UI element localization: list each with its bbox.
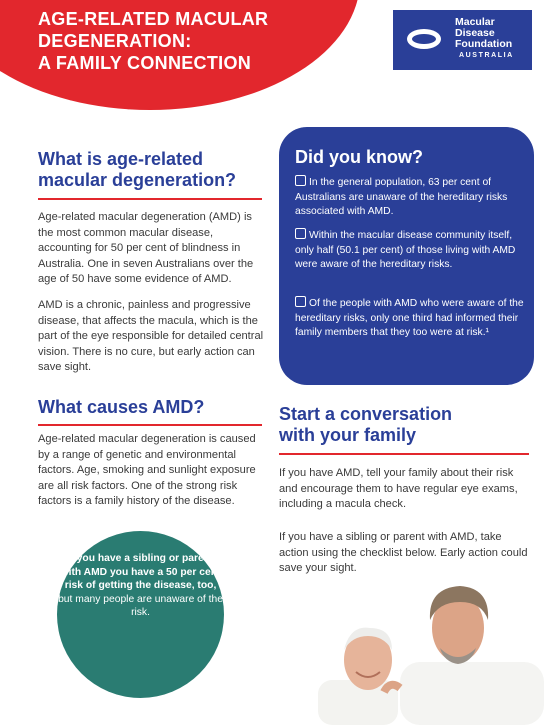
page-title-line: AGE-RELATED MACULAR [38, 9, 269, 29]
section-divider [38, 424, 262, 426]
logo-country: AUSTRALIA [459, 52, 514, 59]
what-is-amd-paragraph-2: AMD is a chronic, painless and progressive disease, that affects the macula, which is the part of the eye responsible for detailed central vision. There is no cure, but early action can save sight. [38, 299, 264, 373]
did-you-know-item-text: In the general population, 63 per cent of Australians are unaware of the hereditary risks associated with AMD. [295, 177, 508, 217]
macular-disease-foundation-logo[interactable] [393, 10, 532, 70]
younger-man-figure [384, 586, 544, 725]
heading-line: What is age-related [38, 149, 204, 169]
conversation-paragraph-1: If you have AMD, tell your family about their risk and encourage them to have regular eye exams, including a macula check. [279, 467, 518, 510]
risk-callout-text [57, 552, 224, 620]
risk-callout-bold: If you have a sibling or parent with AMD you have a 50 per cent risk of getting the disease, too, [60, 553, 221, 591]
what-is-amd-heading [38, 149, 236, 191]
logo-name-line: Macular [455, 16, 495, 28]
risk-callout-regular: but many people are unaware of the risk. [58, 593, 223, 618]
older-man-figure [318, 628, 398, 725]
did-you-know-item [295, 175, 527, 220]
logo-name-line: Disease [455, 27, 495, 39]
section-divider [38, 198, 262, 200]
start-conversation-heading [279, 404, 452, 446]
page-title-line: DEGENERATION: [38, 31, 192, 51]
did-you-know-heading: Did you know? [295, 147, 423, 167]
checkbox-icon[interactable] [295, 228, 306, 239]
eye-ring-icon [407, 29, 441, 49]
checkbox-icon[interactable] [295, 175, 306, 186]
what-causes-amd-heading: What causes AMD? [38, 397, 205, 417]
did-you-know-item-text: Within the macular disease community itself, only half (50.1 per cent) of those living with AMD were aware of the hereditary risks. [295, 230, 516, 270]
what-causes-amd-paragraph: Age-related macular degeneration is caused by a range of genetic and environmental factors. Age, smoking and sunlight exposure are all risk factors. One of the strong risk factors is a family history of the disease. [38, 433, 256, 507]
did-you-know-item-text: Of the people with AMD who were aware of the hereditary risks, only one third had informed their family members that they too were at risk.¹ [295, 298, 524, 338]
heading-line: with your family [279, 425, 417, 445]
conversation-paragraph-2: If you have a sibling or parent with AMD, take action using the checklist below. Early action could save your sight. [279, 531, 528, 574]
checkbox-icon[interactable] [295, 296, 306, 307]
did-you-know-item [295, 228, 527, 273]
what-is-amd-paragraph-1: Age-related macular degeneration (AMD) is the most common macular disease, accounting for 50 per cent of blindness in Australia. One in seven Australians over the age of 50 have some evidence of AMD. [38, 211, 254, 285]
page-title-line: A FAMILY CONNECTION [38, 53, 252, 73]
family-photo [300, 570, 544, 725]
logo-name [455, 17, 512, 50]
did-you-know-box [279, 127, 534, 385]
heading-line: Start a conversation [279, 404, 453, 424]
logo-name-line: Foundation [455, 38, 513, 50]
page-title [38, 8, 268, 74]
did-you-know-item [295, 296, 527, 341]
section-divider [279, 453, 529, 455]
risk-callout-circle [57, 531, 224, 698]
heading-line: macular degeneration? [38, 170, 237, 190]
